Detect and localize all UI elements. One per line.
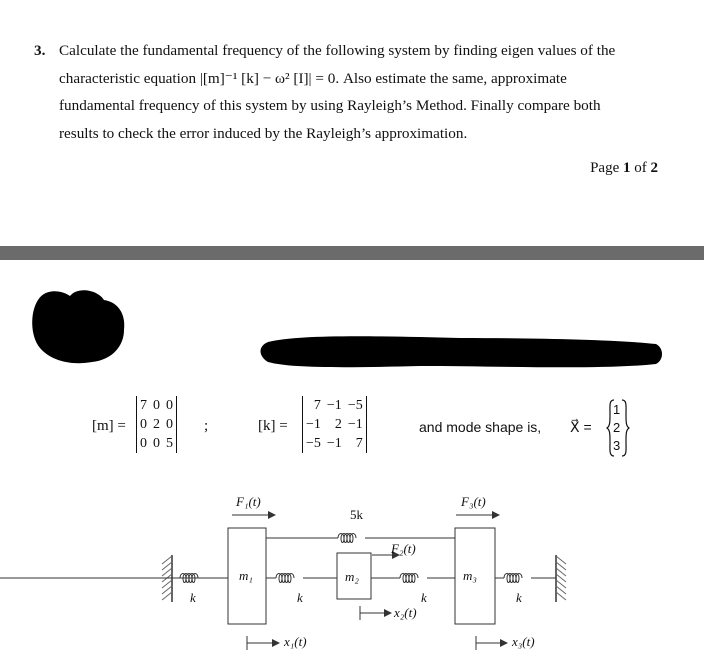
- label-k3: k: [421, 590, 427, 605]
- label-x2: x₂(t): [394, 605, 417, 620]
- label-f2: F₂(t): [391, 541, 416, 556]
- m-matrix-suffix: ;: [204, 418, 209, 434]
- label-k1: k: [190, 590, 196, 605]
- label-x1: x₁(t): [284, 634, 307, 649]
- label-m2: m₂: [345, 569, 359, 584]
- question-line-1: 3. Calculate the fundamental frequency of the following system by finding eigen values of the: [34, 37, 660, 65]
- label-x3: x₃(t): [512, 634, 535, 649]
- label-5k: 5k: [350, 507, 363, 522]
- question-number: 3.: [34, 42, 46, 59]
- k-matrix: 7 −1 −5 −1 2 −1 −5 −1 7: [302, 396, 367, 453]
- label-k2: k: [297, 590, 303, 605]
- page-number: Page 1 of 2: [590, 160, 658, 176]
- label-f1: F₁(t): [236, 494, 261, 509]
- mode-shape-text: and mode shape is,: [419, 419, 542, 435]
- mode-vector: 1 2 3: [606, 398, 630, 458]
- label-f3: F₃(t): [461, 494, 486, 509]
- m-matrix: 7 0 0 0 2 0 0 0 5: [136, 396, 177, 453]
- mode-vector-label: X⃗ =: [570, 419, 592, 435]
- question-line-4: results to check the error induced by the Rayleigh’s approximation.: [59, 124, 468, 142]
- label-m1: m₁: [239, 568, 253, 583]
- label-k4: k: [516, 590, 522, 605]
- label-m3: m₃: [463, 568, 477, 583]
- m-matrix-label: [m] =: [92, 418, 126, 434]
- k-matrix-label: [k] =: [258, 418, 288, 434]
- question-line-2: characteristic equation |[m]⁻¹ [k] − ω² [I]| = 0. Also estimate the same, approximate: [59, 69, 567, 87]
- question-line-3: fundamental frequency of this system by using Rayleigh’s Method. Finally compare both: [59, 97, 601, 114]
